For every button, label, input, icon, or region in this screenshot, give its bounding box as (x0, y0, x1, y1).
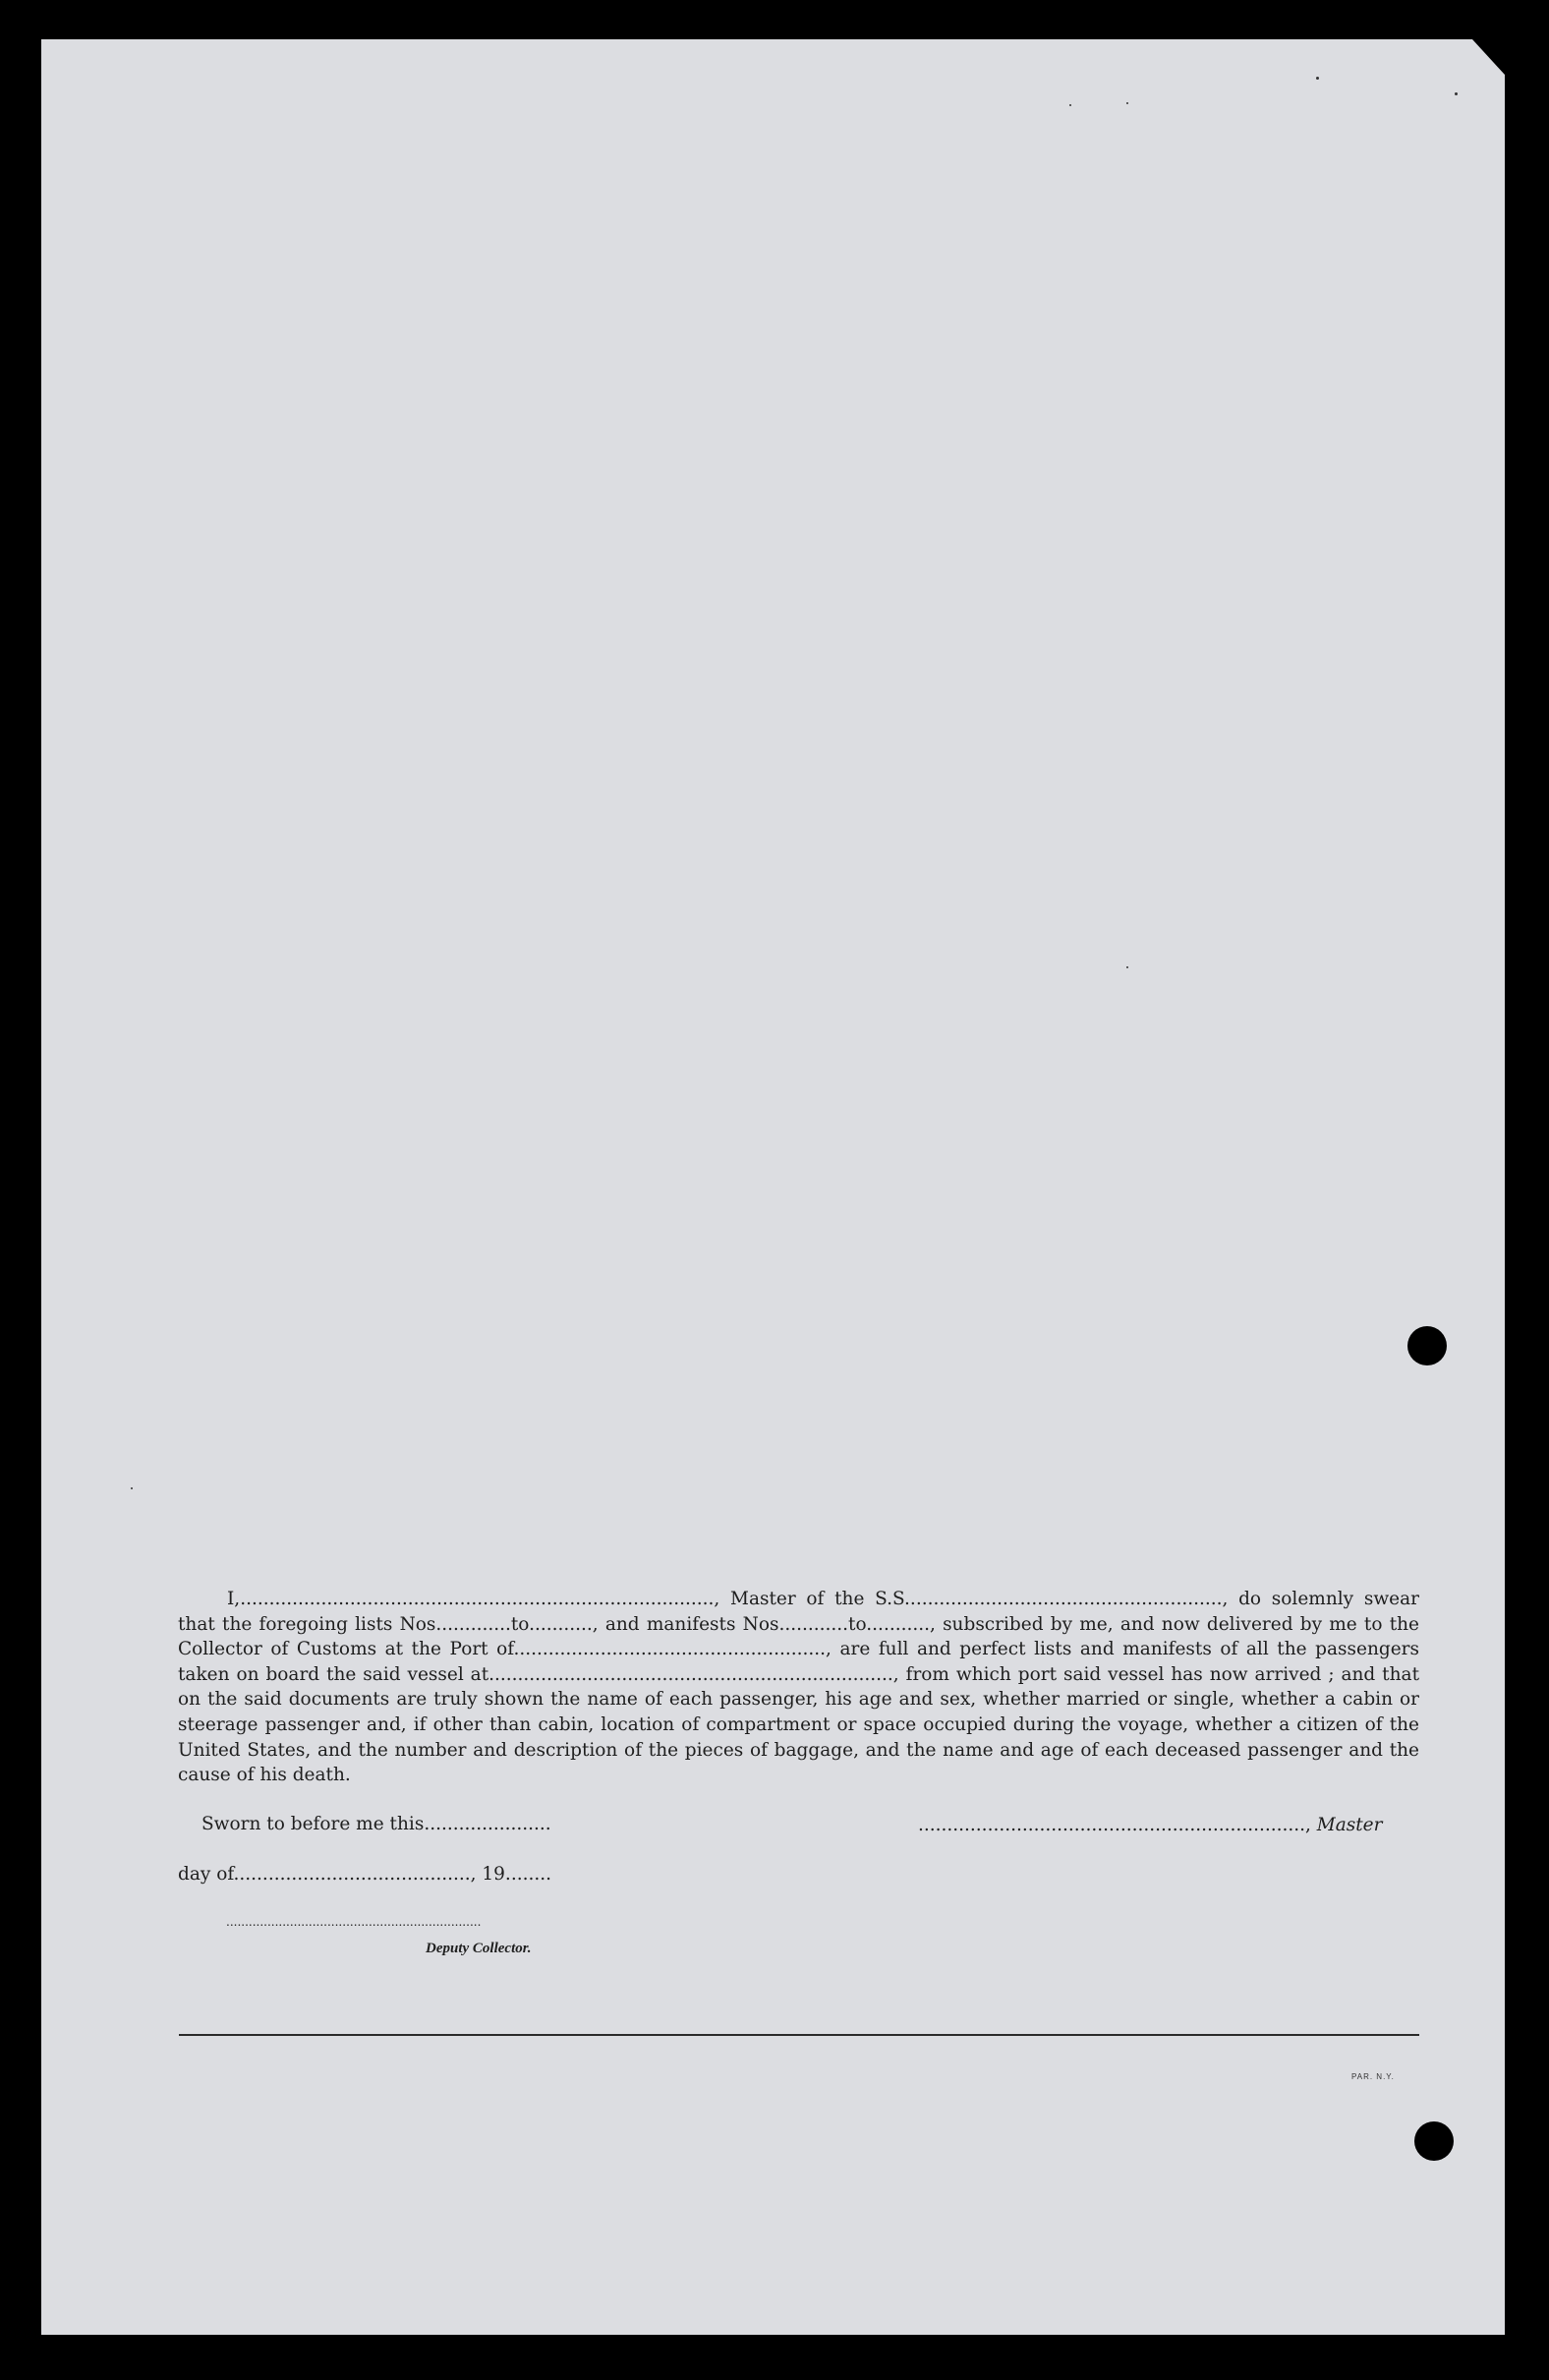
punch-hole (1407, 1326, 1447, 1365)
sworn-before-line: Sworn to before me this...................... (201, 1814, 551, 1834)
deputy-signature-dots: .................................................................... (226, 1915, 482, 1929)
paper-speck (1316, 77, 1319, 80)
deputy-collector-label: Deputy Collector. (426, 1941, 532, 1956)
paper-speck (1126, 966, 1128, 968)
paper-speck (131, 1487, 133, 1489)
printer-mark: PAR. N.Y. (1351, 2072, 1395, 2081)
master-signature-dots: ..................................................................., (918, 1815, 1311, 1835)
master-signature-line (918, 1815, 1382, 1835)
paper-speck (1069, 104, 1071, 106)
master-label: Master (1316, 1815, 1383, 1835)
paper-speck (1126, 102, 1128, 104)
bottom-rule (179, 2034, 1419, 2036)
day-of-line: day of........................................., 19........ (178, 1864, 551, 1885)
paper-speck (1455, 92, 1458, 95)
master-oath-text: I,.................................................................................., Master of the S.S......................................................., do solemnly swear that the foregoing lists Nos.............to..........., and manifests Nos............to..........., subscribed by me, and now delivered by me to the Collector of Customs at the Port of......................................................, are full and perfect lists and manifests of all the passengers taken on board the said vessel at......................................................................, from which port said vessel has now arrived ; and that on the said documents are truly shown the name of each passenger, his age and sex, whether married or single, whether a cabin or steerage passenger and, if other than cabin, location of compartment or space occupied during the voyage, whether a citizen of the United States, and the number and description of the pieces of baggage, and the name and age of each deceased passenger and the cause of his death. (178, 1589, 1419, 1786)
punch-hole (1414, 2121, 1454, 2161)
form-page (41, 39, 1505, 2335)
